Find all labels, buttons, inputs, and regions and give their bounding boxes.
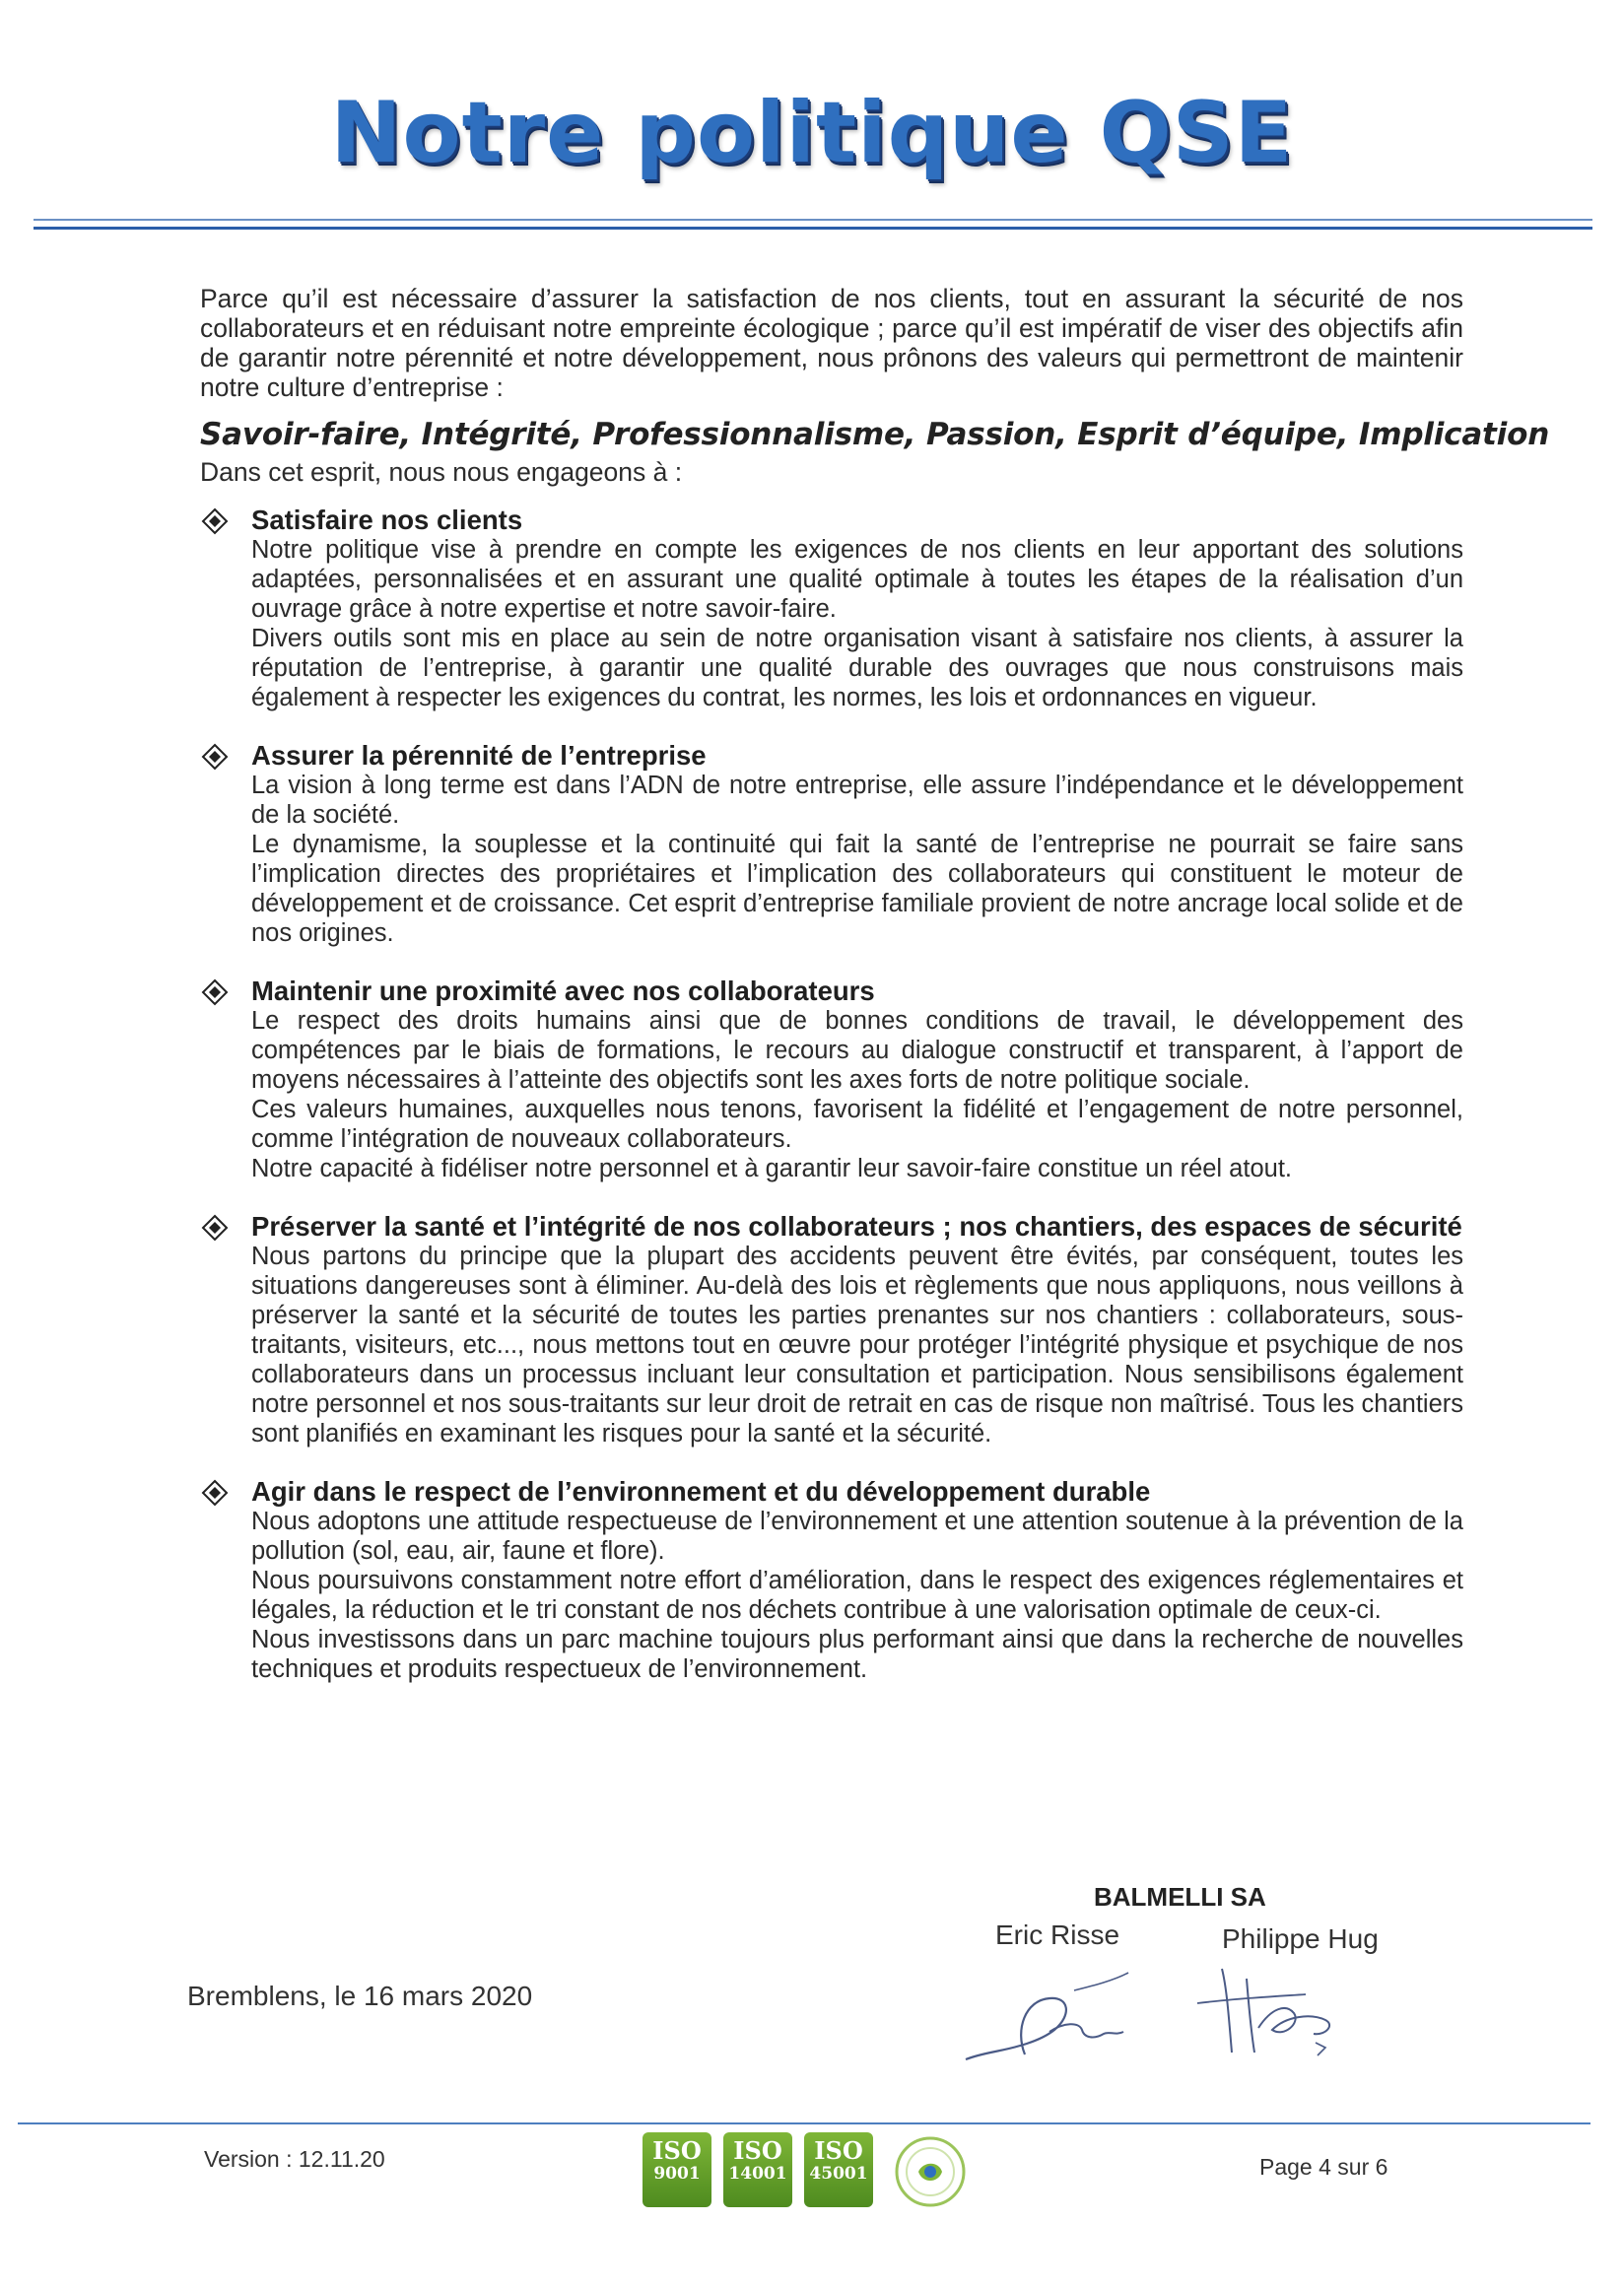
diamond-bullet-icon — [200, 1478, 230, 1508]
values-line: Savoir-faire, Intégrité, Professionnalisme, Passion, Esprit d’équipe, Implication — [200, 417, 1550, 452]
commitment-sections — [200, 505, 1463, 1684]
certification-badge-icon — [891, 2132, 970, 2211]
intro-paragraph: Parce qu’il est nécessaire d’assurer la satisfaction de nos clients, tout en assurant la sécurité de nos collaborateurs et en réduisant notre empreinte écologique ; parce qu’il est impératif de viser des objectifs afin de garantir notre pérennité et notre développement, nous prônons des valeurs qui permettront de maintenir notre culture d’entreprise : — [200, 284, 1463, 402]
certification-logos — [643, 2132, 978, 2215]
page-number: Page 4 sur 6 — [1259, 2154, 1388, 2180]
section-paragraph: Le dynamisme, la souplesse et la continuité qui fait la santé de l’entreprise ne pourrait se faire sans l’implication directes des propriétaires et l’implication des collaborateurs qui constituent le moteur de développement et de croissance. Cet esprit d’entreprise familiale provient de notre ancrage local solide et de nos origines. — [251, 831, 1463, 947]
section-paragraph: Le respect des droits humains ainsi que de bonnes conditions de travail, le développement des compétences par le biais de formations, le recours au dialogue constructif et transparent, à l’apport de moyens nécessaires à l’atteinte des objectifs sont les axes forts de notre politique sociale. — [251, 1007, 1463, 1094]
section-paragraph: Nous investissons dans un parc machine toujours plus performant ainsi que dans la recherche de nouvelles techniques et produits respectueux de l’environnement. — [251, 1626, 1463, 1683]
iso-9001-badge: ISO 9001 — [643, 2132, 711, 2207]
diamond-bullet-icon — [200, 506, 230, 536]
signature-block — [985, 1882, 1399, 2099]
section-paragraph: Ces valeurs humaines, auxquelles nous tenons, favorisent la fidélité et l’engagement de notre personnel, comme l’intégration de nouveaux collaborateurs. — [251, 1096, 1463, 1153]
section-title: Assurer la pérennité de l’entreprise — [251, 740, 707, 771]
diamond-bullet-icon — [200, 742, 230, 772]
signature-1-icon — [956, 1961, 1143, 2069]
company-name: BALMELLI SA — [1094, 1882, 1266, 1912]
policy-body — [200, 284, 1550, 1684]
commitment-section — [200, 1211, 1463, 1448]
signature-2-icon — [1178, 1959, 1375, 2067]
section-title: Maintenir une proximité avec nos collaborateurs — [251, 976, 875, 1006]
section-paragraph: Notre politique vise à prendre en compte les exigences de nos clients en leur apportant des solutions adaptées, personnalisées et en assurant une qualité optimale à toutes les étapes de la réalisation d’un ouvrage grâce à notre expertise et notre savoir-faire. — [251, 536, 1463, 623]
iso-14001-badge: ISO 14001 — [723, 2132, 792, 2207]
section-paragraph: Nous partons du principe que la plupart des accidents peuvent être évités, par conséquent, toutes les situations dangereuses sont à éliminer. Au-delà des lois et règlements que nous appliquons, nous veillons à préserver la santé et la sécurité de toutes les parties prenantes sur nos chantiers : collaborateurs, sous-traitants, visiteurs, etc..., nous mettons tout en œuvre pour protéger l’intégrité physique et psychique de nos collaborateurs dans un processus incluant leur consultation et participation. Nous sensibilisons également notre personnel et nos sous-traitants sur leur droit de retrait en cas de risque non maîtrisé. Tous les chantiers sont planifiés en examinant les risques pour la santé et la sécurité. — [251, 1243, 1463, 1447]
footer-rule — [18, 2122, 1590, 2124]
header-rule-thick — [34, 227, 1592, 230]
header-rule-thin — [34, 219, 1592, 221]
commitment-section — [200, 976, 1463, 1183]
section-paragraph: Divers outils sont mis en place au sein de notre organisation visant à satisfaire nos clients, à assurer la réputation de l’entreprise, à garantir une qualité durable des ouvrages que nous construisons mais également à respecter les exigences du contrat, les normes, les lois et ordonnances en vigueur. — [251, 625, 1463, 711]
commitment-section — [200, 1476, 1463, 1684]
section-paragraph: La vision à long terme est dans l’ADN de notre entreprise, elle assure l’indépendance et le développement de la société. — [251, 772, 1463, 829]
commitment-section — [200, 505, 1463, 712]
signer-name-2: Philippe Hug — [1222, 1923, 1379, 1954]
section-title: Préserver la santé et l’intégrité de nos collaborateurs ; nos chantiers, des espaces de sécurité — [251, 1211, 1462, 1242]
section-paragraph: Notre capacité à fidéliser notre personnel et à garantir leur savoir-faire constitue un réel atout. — [251, 1155, 1292, 1182]
place-and-date: Bremblens, le 16 mars 2020 — [187, 1981, 533, 2011]
diamond-bullet-icon — [200, 977, 230, 1007]
commitment-section — [200, 740, 1463, 948]
section-paragraph: Nous poursuivons constamment notre effort d’amélioration, dans le respect des exigences réglementaires et légales, la réduction et le tri constant de nos déchets contribue à une valorisation optimale de ceux-ci. — [251, 1567, 1463, 1624]
page-title: Notre politique QSE — [330, 84, 1294, 182]
version-label: Version : 12.11.20 — [204, 2146, 385, 2172]
diamond-bullet-icon — [200, 1213, 230, 1243]
iso-45001-badge: ISO 45001 — [804, 2132, 873, 2207]
commitment-intro: Dans cet esprit, nous nous engageons à : — [200, 457, 683, 487]
signer-name-1: Eric Risse — [995, 1919, 1120, 1950]
section-title: Agir dans le respect de l’environnement et du développement durable — [251, 1476, 1151, 1507]
section-paragraph: Nous adoptons une attitude respectueuse de l’environnement et une attention soutenue à la prévention de la pollution (sol, eau, air, faune et flore). — [251, 1508, 1463, 1565]
section-title: Satisfaire nos clients — [251, 505, 523, 535]
